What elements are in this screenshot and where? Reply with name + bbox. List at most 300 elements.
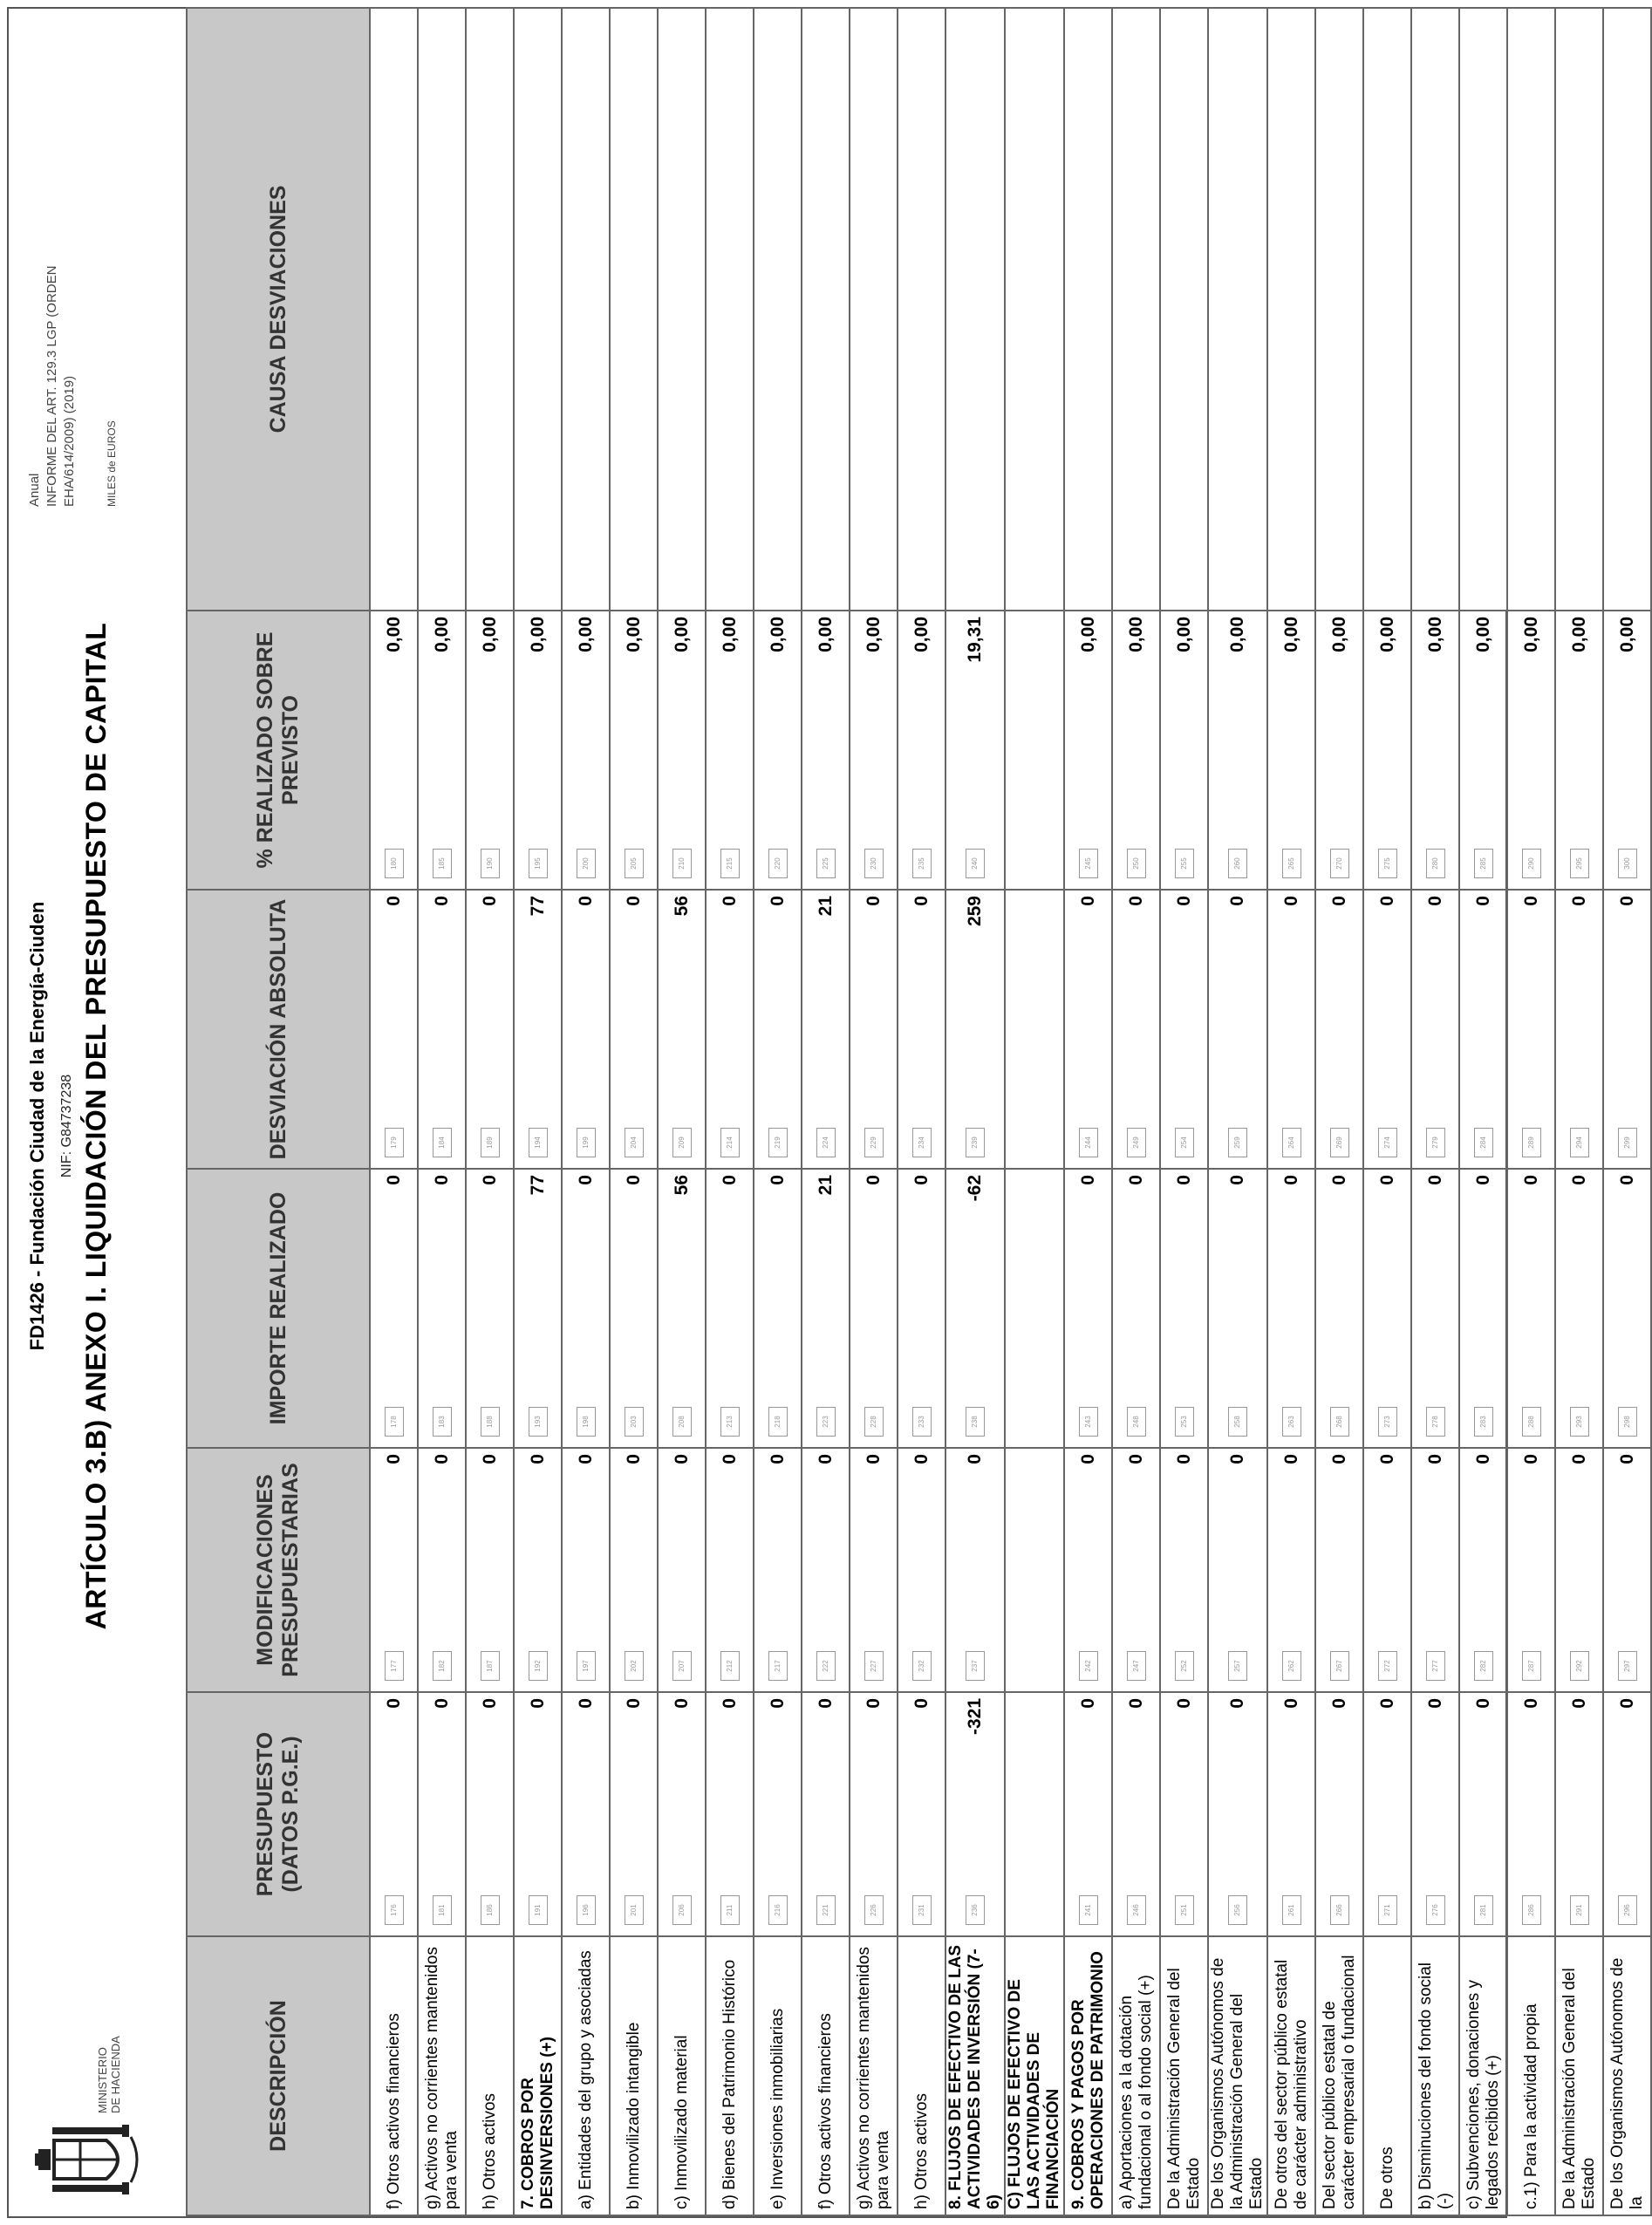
cell-code-field: 273 bbox=[1378, 1407, 1397, 1437]
cell-code-field: 292 bbox=[1570, 1651, 1589, 1681]
cell-value: 0 bbox=[575, 1698, 596, 1709]
cell-code-field: 209 bbox=[672, 1128, 692, 1157]
cell-presupuesto bbox=[1603, 1692, 1651, 1936]
cell-code-field: 258 bbox=[1228, 1407, 1247, 1437]
cell-importe bbox=[610, 1169, 658, 1448]
cell-presupuesto bbox=[658, 1692, 706, 1936]
cell-value: 0 bbox=[1424, 1454, 1445, 1464]
cell-code-field: 298 bbox=[1618, 1407, 1637, 1437]
cell-code-field: 275 bbox=[1378, 849, 1397, 878]
cell-presupuesto bbox=[370, 1692, 418, 1936]
cell-porcentaje bbox=[1160, 611, 1208, 890]
cell-causa bbox=[802, 8, 850, 611]
cell-code-field: 208 bbox=[672, 1407, 692, 1437]
cell-value: 0,00 bbox=[1376, 617, 1397, 652]
row-description: b) Disminuciones del fondo social (-) bbox=[1411, 1936, 1459, 2215]
cell-code-field: 270 bbox=[1330, 849, 1349, 878]
cell-value: 0 bbox=[965, 1454, 985, 1464]
cell-code-field: 232 bbox=[912, 1651, 932, 1681]
cell-value: 0 bbox=[1520, 896, 1541, 906]
cell-code-field: 220 bbox=[768, 849, 788, 878]
table-row bbox=[1160, 8, 1208, 2215]
cell-value: 0,00 bbox=[1173, 617, 1194, 652]
cell-importe bbox=[1507, 1169, 1555, 1448]
row-description: f) Otros activos financieros bbox=[802, 1936, 850, 2215]
cell-value: 0 bbox=[1568, 1175, 1589, 1185]
cell-value: 0 bbox=[1280, 1175, 1301, 1185]
cell-code-field: 279 bbox=[1426, 1128, 1445, 1157]
cell-desviacion bbox=[1507, 890, 1555, 1169]
cell-value: 0 bbox=[1328, 1698, 1349, 1709]
cell-code-field: 207 bbox=[672, 1651, 692, 1681]
cell-value: 0,00 bbox=[863, 617, 884, 652]
table-row bbox=[898, 8, 945, 2215]
cell-code-field: 294 bbox=[1570, 1128, 1589, 1157]
cell-code-field: 237 bbox=[966, 1651, 985, 1681]
cell-value: 0,00 bbox=[815, 617, 836, 652]
cell-desviacion bbox=[802, 890, 850, 1169]
table-row bbox=[1555, 8, 1603, 2215]
cell-causa bbox=[1363, 8, 1411, 611]
row-description: c) Inmovilizado material bbox=[658, 1936, 706, 2215]
cell-causa bbox=[1555, 8, 1603, 611]
cell-modificaciones bbox=[1005, 1448, 1064, 1692]
cell-presupuesto bbox=[562, 1692, 610, 1936]
cell-value: 0 bbox=[911, 896, 932, 906]
cell-importe bbox=[418, 1169, 466, 1448]
row-description: De los Organismos Autónomos de la Administración General del Estado bbox=[1208, 1936, 1267, 2215]
cell-value: 0 bbox=[1568, 1698, 1589, 1709]
cell-code-field: 293 bbox=[1570, 1407, 1589, 1437]
cell-value: 56 bbox=[671, 896, 692, 917]
cell-value: 0 bbox=[479, 896, 500, 906]
cell-value: 0 bbox=[1520, 1454, 1541, 1464]
ministry-line-2: DE HACIENDA bbox=[109, 2036, 122, 2113]
cell-causa bbox=[562, 8, 610, 611]
cell-code-field: 205 bbox=[625, 849, 644, 878]
cell-value: 0 bbox=[1173, 1175, 1194, 1185]
row-description: g) Activos no corrientes mantenidos para venta bbox=[850, 1936, 898, 2215]
cell-modificaciones bbox=[850, 1448, 898, 1692]
cell-value: 0 bbox=[863, 1175, 884, 1185]
cell-value: 0 bbox=[767, 1454, 788, 1464]
cell-code-field: 259 bbox=[1228, 1128, 1247, 1157]
cell-modificaciones bbox=[466, 1448, 514, 1692]
cell-value: 0 bbox=[1376, 896, 1397, 906]
cell-code-field: 246 bbox=[1127, 1895, 1146, 1925]
cell-code-field: 223 bbox=[816, 1407, 836, 1437]
cell-code-field: 271 bbox=[1378, 1895, 1397, 1925]
cell-value: 0,00 bbox=[575, 617, 596, 652]
cell-value: 0,00 bbox=[1472, 617, 1493, 652]
cell-porcentaje bbox=[1208, 611, 1267, 890]
cell-porcentaje bbox=[1555, 611, 1603, 890]
cell-causa bbox=[1005, 8, 1064, 611]
cell-value: 0 bbox=[1125, 1454, 1146, 1464]
cell-porcentaje bbox=[1603, 611, 1651, 890]
cell-code-field: 267 bbox=[1330, 1651, 1349, 1681]
cell-importe bbox=[850, 1169, 898, 1448]
cell-value: 0 bbox=[719, 896, 740, 906]
cell-code-field: 193 bbox=[529, 1407, 548, 1437]
cell-presupuesto bbox=[850, 1692, 898, 1936]
cell-code-field: 288 bbox=[1522, 1407, 1541, 1437]
cell-value: 0 bbox=[383, 1175, 404, 1185]
col-header-presupuesto: PRESUPUESTO (DATOS P.G.E.) bbox=[187, 1692, 370, 1936]
table-row bbox=[1507, 8, 1555, 2215]
row-description: f) Otros activos financieros bbox=[370, 1936, 418, 2215]
cell-desviacion bbox=[610, 890, 658, 1169]
period-type: Anual bbox=[27, 473, 42, 507]
cell-presupuesto bbox=[610, 1692, 658, 1936]
cell-code-field: 227 bbox=[864, 1651, 884, 1681]
cell-value: 0 bbox=[1328, 1454, 1349, 1464]
cell-value: 77 bbox=[527, 1175, 548, 1196]
row-description: De otros del sector público estatal de carácter administrativo bbox=[1267, 1936, 1315, 2215]
cell-value: 0 bbox=[1472, 1175, 1493, 1185]
cell-value: 0 bbox=[1616, 1454, 1637, 1464]
cell-value: 0 bbox=[911, 1175, 932, 1185]
cell-importe bbox=[1555, 1169, 1603, 1448]
cell-porcentaje bbox=[610, 611, 658, 890]
cell-value: 0,00 bbox=[1424, 617, 1445, 652]
cell-code-field: 200 bbox=[577, 849, 596, 878]
table-row bbox=[850, 8, 898, 2215]
cell-porcentaje bbox=[1363, 611, 1411, 890]
table-row bbox=[610, 8, 658, 2215]
cell-modificaciones bbox=[1160, 1448, 1208, 1692]
cell-importe bbox=[1160, 1169, 1208, 1448]
cell-presupuesto bbox=[898, 1692, 945, 1936]
cell-causa bbox=[850, 8, 898, 611]
cell-value: 0,00 bbox=[431, 617, 452, 652]
cell-presupuesto bbox=[945, 1692, 1005, 1936]
cell-code-field: 202 bbox=[625, 1651, 644, 1681]
cell-code-field: 249 bbox=[1127, 1128, 1146, 1157]
cell-porcentaje bbox=[1267, 611, 1315, 890]
cell-desviacion bbox=[1208, 890, 1267, 1169]
table-row bbox=[1411, 8, 1459, 2215]
cell-value: 0 bbox=[815, 1454, 836, 1464]
cell-code-field: 201 bbox=[625, 1895, 644, 1925]
cell-code-field: 186 bbox=[481, 1895, 500, 1925]
cell-value: 0 bbox=[431, 1454, 452, 1464]
cell-value: 0 bbox=[863, 1698, 884, 1709]
cell-code-field: 228 bbox=[864, 1407, 884, 1437]
cell-value: 259 bbox=[965, 896, 985, 927]
cell-desviacion bbox=[1160, 890, 1208, 1169]
cell-code-field: 230 bbox=[864, 849, 884, 878]
cell-presupuesto bbox=[1160, 1692, 1208, 1936]
table-row bbox=[1267, 8, 1315, 2215]
cell-value: 0 bbox=[527, 1698, 548, 1709]
cell-value: 0 bbox=[1280, 1698, 1301, 1709]
cell-modificaciones bbox=[1411, 1448, 1459, 1692]
cell-presupuesto bbox=[1064, 1692, 1112, 1936]
table-header-row bbox=[187, 8, 370, 2215]
cell-causa bbox=[610, 8, 658, 611]
cell-code-field: 182 bbox=[433, 1651, 452, 1681]
cell-code-field: 218 bbox=[768, 1407, 788, 1437]
cell-code-field: 191 bbox=[529, 1895, 548, 1925]
cell-value: 0 bbox=[671, 1454, 692, 1464]
cell-value: 0 bbox=[1173, 1698, 1194, 1709]
cell-code-field: 225 bbox=[816, 849, 836, 878]
row-description: b) Inmovilizado intangible bbox=[610, 1936, 658, 2215]
cell-value: 0 bbox=[1077, 896, 1098, 906]
cell-code-field: 210 bbox=[672, 849, 692, 878]
cell-importe bbox=[754, 1169, 802, 1448]
cell-code-field: 269 bbox=[1330, 1128, 1349, 1157]
coat-of-arms-logo bbox=[35, 2125, 148, 2194]
cell-importe bbox=[562, 1169, 610, 1448]
cell-code-field: 257 bbox=[1228, 1651, 1247, 1681]
cell-value: 0 bbox=[767, 1698, 788, 1709]
cell-code-field: 214 bbox=[720, 1128, 740, 1157]
row-description: De la Administración General del Estado bbox=[1160, 1936, 1208, 2215]
cell-value: 0 bbox=[1424, 1698, 1445, 1709]
cell-code-field: 256 bbox=[1228, 1895, 1247, 1925]
cell-causa bbox=[418, 8, 466, 611]
table-row bbox=[945, 8, 1005, 2215]
cell-importe bbox=[466, 1169, 514, 1448]
cell-code-field: 197 bbox=[577, 1651, 596, 1681]
cell-code-field: 221 bbox=[816, 1895, 836, 1925]
cell-causa bbox=[706, 8, 754, 611]
cell-code-field: 234 bbox=[912, 1128, 932, 1157]
cell-code-field: 240 bbox=[966, 849, 985, 878]
cell-code-field: 195 bbox=[529, 849, 548, 878]
cell-code-field: 281 bbox=[1474, 1895, 1493, 1925]
cell-porcentaje bbox=[562, 611, 610, 890]
cell-importe bbox=[1005, 1169, 1064, 1448]
cell-value: 0 bbox=[1173, 1454, 1194, 1464]
row-description: 8. FLUJOS DE EFECTIVO DE LAS ACTIVIDADES DE INVERSIÓN (7-6) bbox=[945, 1936, 1005, 2215]
cell-porcentaje bbox=[658, 611, 706, 890]
cell-modificaciones bbox=[610, 1448, 658, 1692]
cell-code-field: 264 bbox=[1282, 1128, 1301, 1157]
cell-desviacion bbox=[418, 890, 466, 1169]
cell-code-field: 213 bbox=[720, 1407, 740, 1437]
cell-code-field: 180 bbox=[385, 849, 404, 878]
row-description: 9. COBROS Y PAGOS POR OPERACIONES DE PATRIMONIO bbox=[1064, 1936, 1112, 2215]
col-header-importe: IMPORTE REALIZADO bbox=[187, 1169, 370, 1448]
col-header-modificaciones: MODIFICACIONES PRESUPUESTARIAS bbox=[187, 1448, 370, 1692]
cell-value: 0 bbox=[1472, 1698, 1493, 1709]
cell-code-field: 244 bbox=[1079, 1128, 1098, 1157]
cell-causa bbox=[1064, 8, 1112, 611]
cell-code-field: 253 bbox=[1175, 1407, 1194, 1437]
cell-importe bbox=[1315, 1169, 1363, 1448]
cell-value: 0 bbox=[863, 896, 884, 906]
cell-causa bbox=[370, 8, 418, 611]
cell-causa bbox=[1603, 8, 1651, 611]
nif-label: NIF: G84737238 bbox=[59, 1074, 74, 1178]
cell-code-field: 190 bbox=[481, 849, 500, 878]
cell-value: 0 bbox=[1125, 1175, 1146, 1185]
cell-code-field: 216 bbox=[768, 1895, 788, 1925]
cell-presupuesto bbox=[754, 1692, 802, 1936]
row-description: a) Aportaciones a la dotación fundacional o al fondo social (+) bbox=[1112, 1936, 1160, 2215]
cell-value: 0 bbox=[1328, 1175, 1349, 1185]
row-description: e) Inversiones inmobiliarias bbox=[754, 1936, 802, 2215]
cell-importe bbox=[945, 1169, 1005, 1448]
cell-porcentaje bbox=[1005, 611, 1064, 890]
cell-code-field: 290 bbox=[1522, 849, 1541, 878]
cell-value: 0,00 bbox=[1227, 617, 1247, 652]
table-row bbox=[658, 8, 706, 2215]
report-info bbox=[26, 18, 120, 507]
currency-unit: MILES de EUROS bbox=[106, 420, 118, 507]
cell-porcentaje bbox=[466, 611, 514, 890]
col-header-descripcion: DESCRIPCIÓN bbox=[187, 1936, 370, 2215]
cell-code-field: 295 bbox=[1570, 849, 1589, 878]
report-reference-line-1: INFORME DEL ART. 129.3 LGP (ORDEN bbox=[44, 265, 59, 507]
table-row bbox=[466, 8, 514, 2215]
cell-porcentaje bbox=[370, 611, 418, 890]
cell-value: 56 bbox=[671, 1175, 692, 1196]
cell-desviacion bbox=[658, 890, 706, 1169]
cell-code-field: 278 bbox=[1426, 1407, 1445, 1437]
cell-porcentaje bbox=[1507, 611, 1555, 890]
cell-code-field: 247 bbox=[1127, 1651, 1146, 1681]
cell-code-field: 272 bbox=[1378, 1651, 1397, 1681]
cell-value: 0 bbox=[911, 1454, 932, 1464]
cell-value: 0 bbox=[1472, 896, 1493, 906]
cell-value: 0 bbox=[1424, 896, 1445, 906]
cell-causa bbox=[1507, 8, 1555, 611]
cell-presupuesto bbox=[1555, 1692, 1603, 1936]
col-header-desviacion: DESVIACIÓN ABSOLUTA bbox=[187, 890, 370, 1169]
cell-code-field: 238 bbox=[966, 1407, 985, 1437]
cell-code-field: 206 bbox=[672, 1895, 692, 1925]
cell-presupuesto bbox=[1315, 1692, 1363, 1936]
cell-code-field: 176 bbox=[385, 1895, 404, 1925]
cell-presupuesto bbox=[514, 1692, 562, 1936]
cell-causa bbox=[945, 8, 1005, 611]
cell-desviacion bbox=[1603, 890, 1651, 1169]
cell-value: 0,00 bbox=[527, 617, 548, 652]
cell-value: 0 bbox=[1568, 896, 1589, 906]
cell-value: 0 bbox=[719, 1175, 740, 1185]
cell-importe bbox=[1411, 1169, 1459, 1448]
cell-porcentaje bbox=[1112, 611, 1160, 890]
cell-code-field: 291 bbox=[1570, 1895, 1589, 1925]
cell-causa bbox=[1459, 8, 1507, 611]
cell-desviacion bbox=[1555, 890, 1603, 1169]
cell-value: 0 bbox=[1616, 896, 1637, 906]
cell-code-field: 276 bbox=[1426, 1895, 1445, 1925]
cell-porcentaje bbox=[418, 611, 466, 890]
cell-code-field: 199 bbox=[577, 1128, 596, 1157]
cell-value: 0 bbox=[479, 1454, 500, 1464]
cell-importe bbox=[658, 1169, 706, 1448]
cell-value: 0 bbox=[1424, 1175, 1445, 1185]
cell-value: 0 bbox=[671, 1698, 692, 1709]
cell-modificaciones bbox=[418, 1448, 466, 1692]
cell-code-field: 184 bbox=[433, 1128, 452, 1157]
table-row bbox=[418, 8, 466, 2215]
cell-code-field: 287 bbox=[1522, 1651, 1541, 1681]
cell-desviacion bbox=[466, 890, 514, 1169]
cell-code-field: 260 bbox=[1228, 849, 1247, 878]
cell-value: 0 bbox=[623, 1454, 644, 1464]
cell-code-field: 196 bbox=[577, 1895, 596, 1925]
cell-porcentaje bbox=[1459, 611, 1507, 890]
cell-value: 19,31 bbox=[965, 617, 985, 663]
cell-value: 0 bbox=[623, 896, 644, 906]
cell-code-field: 241 bbox=[1079, 1895, 1098, 1925]
cell-value: 0,00 bbox=[1520, 617, 1541, 652]
cell-code-field: 243 bbox=[1079, 1407, 1098, 1437]
cell-value: 0 bbox=[623, 1175, 644, 1185]
cell-value: 0 bbox=[383, 896, 404, 906]
cell-value: 0 bbox=[1125, 896, 1146, 906]
cell-desviacion bbox=[850, 890, 898, 1169]
cell-code-field: 224 bbox=[816, 1128, 836, 1157]
cell-desviacion bbox=[1411, 890, 1459, 1169]
cell-value: 0,00 bbox=[623, 617, 644, 652]
row-description: d) Bienes del Patrimonio Histórico bbox=[706, 1936, 754, 2215]
cell-value: 0 bbox=[1280, 1454, 1301, 1464]
cell-presupuesto bbox=[1005, 1692, 1064, 1936]
report-reference-line-2: EHA/614/2009) (2019) bbox=[62, 375, 77, 507]
cell-value: 0 bbox=[1376, 1698, 1397, 1709]
table-row bbox=[1064, 8, 1112, 2215]
cell-importe bbox=[1459, 1169, 1507, 1448]
cell-causa bbox=[754, 8, 802, 611]
cell-value: 0 bbox=[1472, 1454, 1493, 1464]
cell-value: 0 bbox=[1077, 1698, 1098, 1709]
cell-code-field: 178 bbox=[385, 1407, 404, 1437]
row-description: De otros bbox=[1363, 1936, 1411, 2215]
cell-porcentaje bbox=[1315, 611, 1363, 890]
cell-desviacion bbox=[1459, 890, 1507, 1169]
cell-modificaciones bbox=[514, 1448, 562, 1692]
cell-code-field: 215 bbox=[720, 849, 740, 878]
cell-value: -62 bbox=[965, 1175, 985, 1202]
cell-value: 0 bbox=[527, 1454, 548, 1464]
cell-value: 0 bbox=[767, 896, 788, 906]
cell-value: 0 bbox=[383, 1454, 404, 1464]
cell-value: 0 bbox=[1376, 1454, 1397, 1464]
table-row bbox=[1112, 8, 1160, 2215]
cell-value: 0,00 bbox=[479, 617, 500, 652]
cell-code-field: 282 bbox=[1474, 1651, 1493, 1681]
cell-modificaciones bbox=[1363, 1448, 1411, 1692]
cell-code-field: 189 bbox=[481, 1128, 500, 1157]
cell-value: 0 bbox=[431, 1698, 452, 1709]
cell-code-field: 268 bbox=[1330, 1407, 1349, 1437]
cell-importe bbox=[898, 1169, 945, 1448]
cell-value: 0,00 bbox=[1077, 617, 1098, 652]
cell-value: 0,00 bbox=[1125, 617, 1146, 652]
row-description: a) Entidades del grupo y asociadas bbox=[562, 1936, 610, 2215]
cell-value: 0,00 bbox=[911, 617, 932, 652]
cell-value: 0 bbox=[1077, 1175, 1098, 1185]
title-block bbox=[26, 559, 113, 1693]
table-row bbox=[754, 8, 802, 2215]
cell-code-field: 265 bbox=[1282, 849, 1301, 878]
cell-value: 0 bbox=[1227, 1698, 1247, 1709]
cell-desviacion bbox=[1267, 890, 1315, 1169]
table-row bbox=[1603, 8, 1651, 2215]
cell-value: 0,00 bbox=[1616, 617, 1637, 652]
cell-code-field: 179 bbox=[385, 1128, 404, 1157]
cell-code-field: 203 bbox=[625, 1407, 644, 1437]
cell-value: 0 bbox=[1227, 1175, 1247, 1185]
cell-desviacion bbox=[1315, 890, 1363, 1169]
